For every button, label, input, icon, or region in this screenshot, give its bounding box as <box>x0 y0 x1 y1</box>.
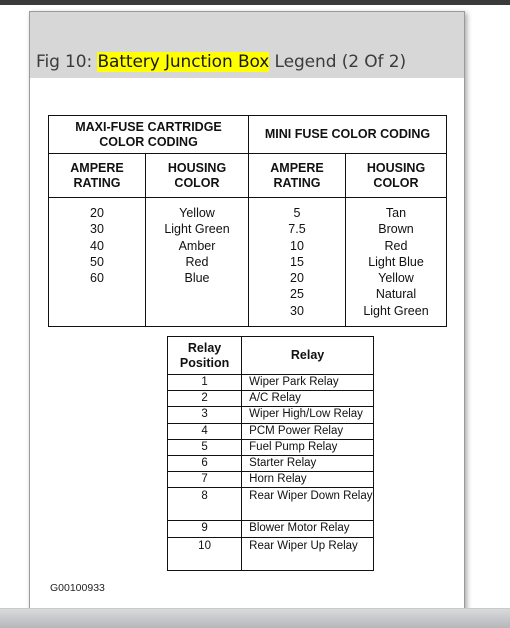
relay-position: 3 <box>168 407 242 423</box>
relay-row <box>168 439 374 455</box>
relay-row <box>168 407 374 423</box>
relay-name: Wiper High/Low Relay <box>242 407 374 423</box>
relay-position: 1 <box>168 375 242 391</box>
maxi-ampere-value: 50 <box>90 254 104 269</box>
relay-position: 7 <box>168 472 242 488</box>
relay-name: PCM Power Relay <box>242 423 374 439</box>
bottom-bar <box>0 608 510 628</box>
mini-ampere-value: 30 <box>290 303 304 318</box>
maxi-fuse-title: MAXI-FUSE CARTRIDGE COLOR CODING <box>49 116 249 154</box>
mini-ampere-value: 20 <box>290 271 304 286</box>
mini-ampere-value: 10 <box>290 238 304 253</box>
mini-color-value: Light Blue <box>368 254 424 269</box>
relay-name: Horn Relay <box>242 472 374 488</box>
top-bar <box>0 0 510 5</box>
mini-ampere-value: 5 <box>293 206 301 220</box>
relay-name: Rear Wiper Up Relay <box>242 537 374 570</box>
relay-position: 10 <box>168 537 242 570</box>
maxi-ampere-value: 20 <box>90 206 104 220</box>
relay-position: 5 <box>168 439 242 455</box>
maxi-ampere-header: AMPERE RATING <box>49 154 146 198</box>
mini-color-value: Light Green <box>363 303 429 318</box>
maxi-color-cell <box>146 198 249 327</box>
relay-name: A/C Relay <box>242 391 374 407</box>
mini-housing-header: HOUSING COLOR <box>346 154 447 198</box>
mini-color-value: Brown <box>378 222 414 237</box>
maxi-color-value: Yellow <box>179 206 215 220</box>
relay-name-header: Relay <box>242 337 374 375</box>
maxi-ampere-value: 60 <box>90 271 104 286</box>
maxi-color-value: Red <box>185 254 209 269</box>
figure-code: G00100933 <box>50 582 105 594</box>
relay-table <box>167 336 374 571</box>
caption-highlight: Battery Junction Box <box>97 52 270 72</box>
relay-row <box>168 537 374 570</box>
relay-name: Fuel Pump Relay <box>242 439 374 455</box>
relay-position-header: Relay Position <box>168 337 242 375</box>
maxi-ampere-value: 40 <box>90 238 104 253</box>
relay-name: Starter Relay <box>242 455 374 471</box>
relay-row <box>168 521 374 537</box>
maxi-housing-header: HOUSING COLOR <box>146 154 249 198</box>
mini-color-value: Tan <box>385 206 407 220</box>
relay-row <box>168 455 374 471</box>
relay-position: 6 <box>168 455 242 471</box>
relay-row <box>168 391 374 407</box>
mini-color-value: Yellow <box>378 271 414 286</box>
maxi-color-value: Blue <box>184 271 210 286</box>
mini-color-cell <box>346 198 447 327</box>
fuse-color-table <box>48 115 447 327</box>
relay-name: Blower Motor Relay <box>242 521 374 537</box>
relay-row <box>168 423 374 439</box>
relay-name: Wiper Park Relay <box>242 375 374 391</box>
caption-prefix: Fig 10: <box>36 52 98 72</box>
mini-ampere-value: 7.5 <box>288 222 306 237</box>
mini-ampere-value: 15 <box>290 254 304 269</box>
relay-row <box>168 488 374 521</box>
relay-position: 4 <box>168 423 242 439</box>
mini-color-value: Natural <box>375 287 417 302</box>
mini-ampere-header: AMPERE RATING <box>249 154 346 198</box>
maxi-color-value: Light Green <box>164 222 230 237</box>
relay-row <box>168 472 374 488</box>
mini-color-value: Red <box>384 238 408 253</box>
relay-name: Rear Wiper Down Relay <box>242 488 374 521</box>
maxi-ampere-cell <box>49 198 146 327</box>
document-card <box>29 11 465 611</box>
mini-ampere-cell <box>249 198 346 327</box>
mini-ampere-value: 25 <box>290 287 304 302</box>
relay-position: 8 <box>168 488 242 521</box>
relay-position: 9 <box>168 521 242 537</box>
mini-fuse-title: MINI FUSE COLOR CODING <box>249 116 447 154</box>
figure-caption <box>36 52 406 72</box>
relay-position: 2 <box>168 391 242 407</box>
maxi-color-value: Amber <box>178 238 216 253</box>
caption-suffix: Legend (2 Of 2) <box>269 52 406 72</box>
relay-row <box>168 375 374 391</box>
maxi-ampere-value: 30 <box>90 222 104 237</box>
